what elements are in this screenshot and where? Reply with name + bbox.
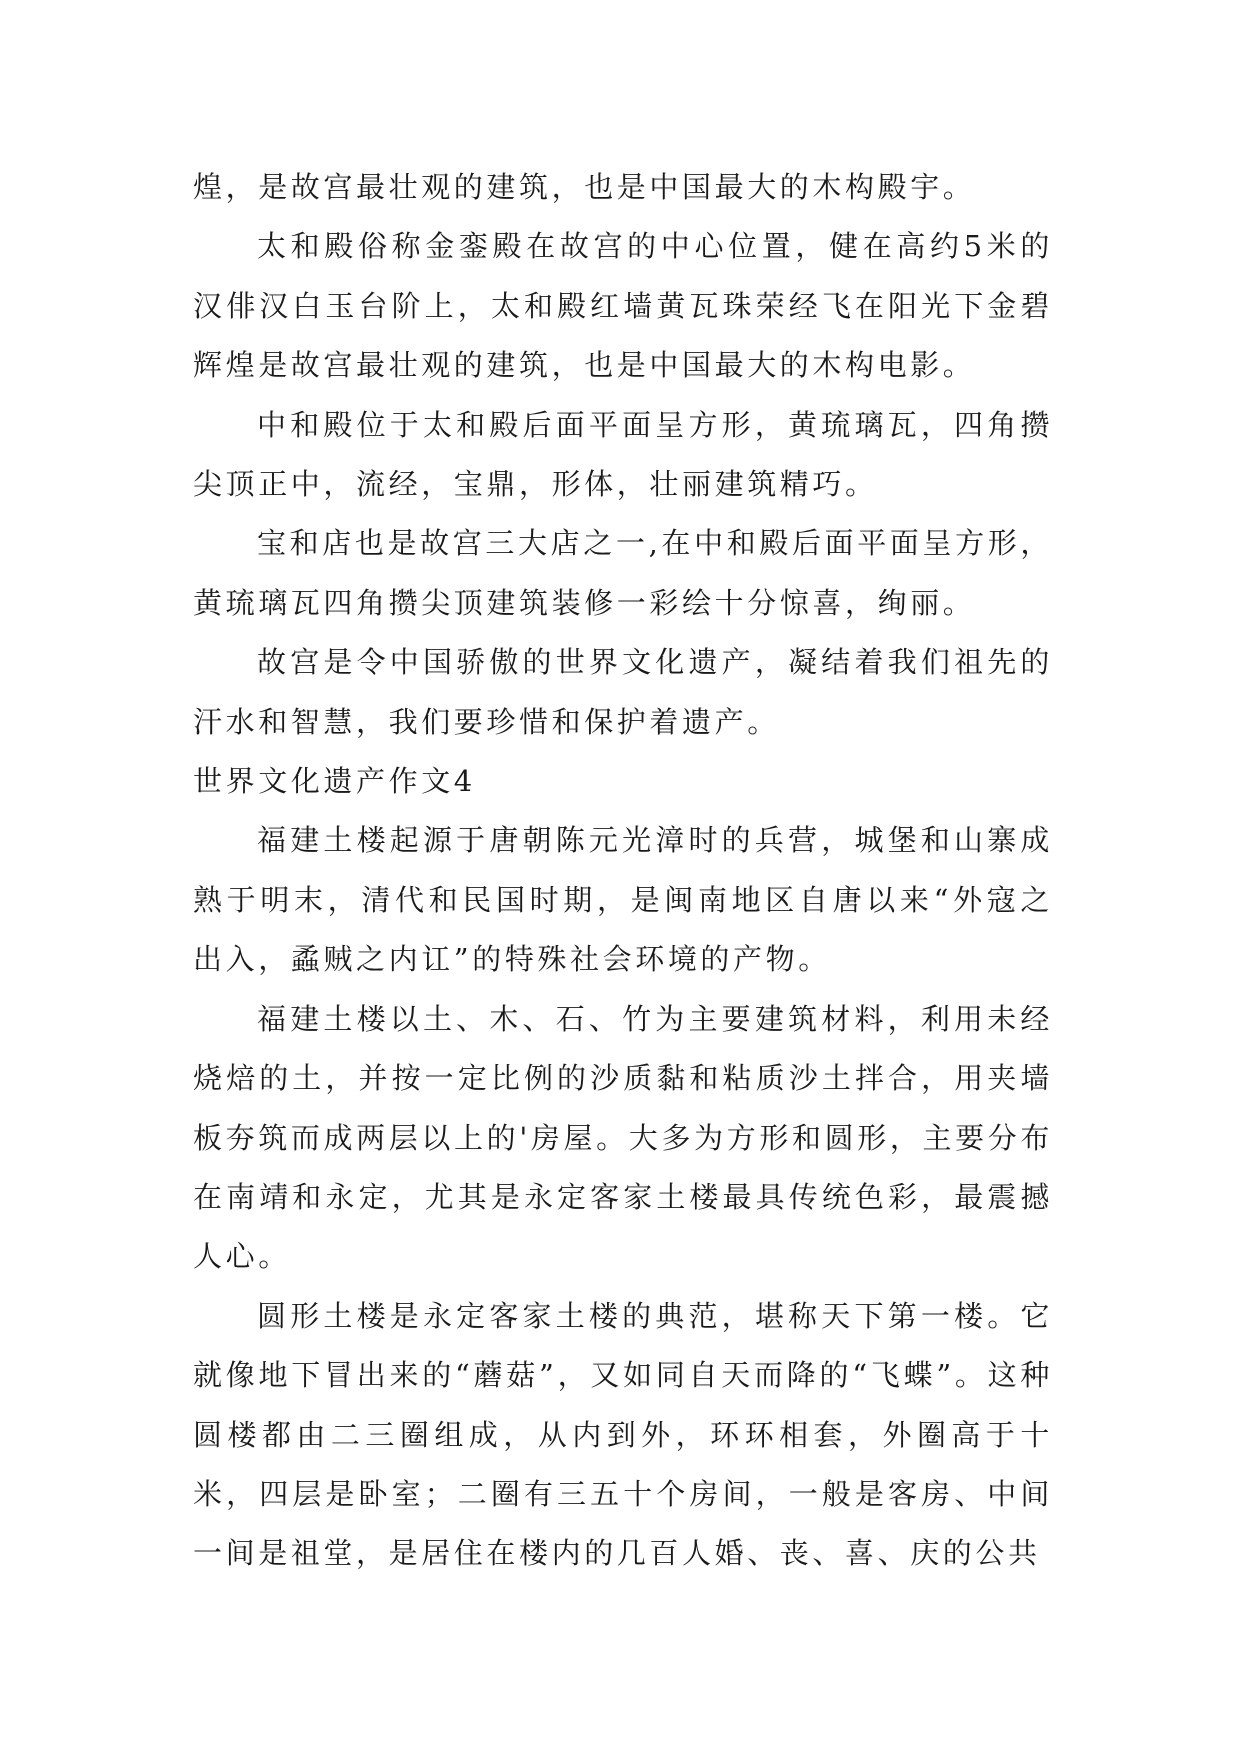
paragraph-6: 福建土楼起源于唐朝陈元光漳时的兵营，城堡和山寨成熟于明末，清代和民国时期，是闽南地区自唐以来“外寇之出入，蟊贼之内讧”的特殊社会环境的产物。 bbox=[193, 823, 1053, 977]
paragraph-7: 福建土楼以土、木、石、竹为主要建筑材料，利用未经烧焙的土，并按一定比例的沙质黏和粘质沙土拌合，用夹墙板夯筑而成两层以上的'房屋。大多为方形和圆形，主要分布在南靖和永定，尤其是永定客家土楼最具传统色彩，最震撼人心。 bbox=[193, 1001, 1053, 1274]
paragraph-8: 圆形土楼是永定客家土楼的典范，堪称天下第一楼。它就像地下冒出来的“蘑菇”，又如同自天而降的“飞蝶”。这种圆楼都由二三圈组成，从内到外，环环相套，外圈高于十米，四层是卧室；二圈有三五十个房间，一般是客房、中间一间是祖堂，是居住在楼内的几百人婚、丧、喜、庆的公共 bbox=[193, 1298, 1053, 1571]
paragraph-4: 宝和店也是故宫三大店之一,在中和殿后面平面呈方形，黄琉璃瓦四角攒尖顶建筑装修一彩绘十分惊喜，绚丽。 bbox=[193, 526, 1053, 620]
section-heading: 世界文化遗产作文4 bbox=[193, 764, 476, 799]
paragraph-1: 煌，是故宫最壮观的建筑，也是中国最大的木构殿宇。 bbox=[193, 170, 976, 204]
document-body bbox=[193, 158, 1053, 1584]
paragraph-5: 故宫是令中国骄傲的世界文化遗产，凝结着我们祖先的汗水和智慧，我们要珍惜和保护着遗产。 bbox=[193, 645, 1053, 739]
paragraph-2: 太和殿俗称金銮殿在故宫的中心位置，健在高约5米的汉俳汉白玉台阶上，太和殿红墙黄瓦珠荣经飞在阳光下金碧辉煌是故宫最壮观的建筑，也是中国最大的木构电影。 bbox=[193, 229, 1053, 383]
paragraph-3: 中和殿位于太和殿后面平面呈方形，黄琉璃瓦，四角攒尖顶正中，流经，宝鼎，形体，壮丽建筑精巧。 bbox=[193, 407, 1053, 502]
